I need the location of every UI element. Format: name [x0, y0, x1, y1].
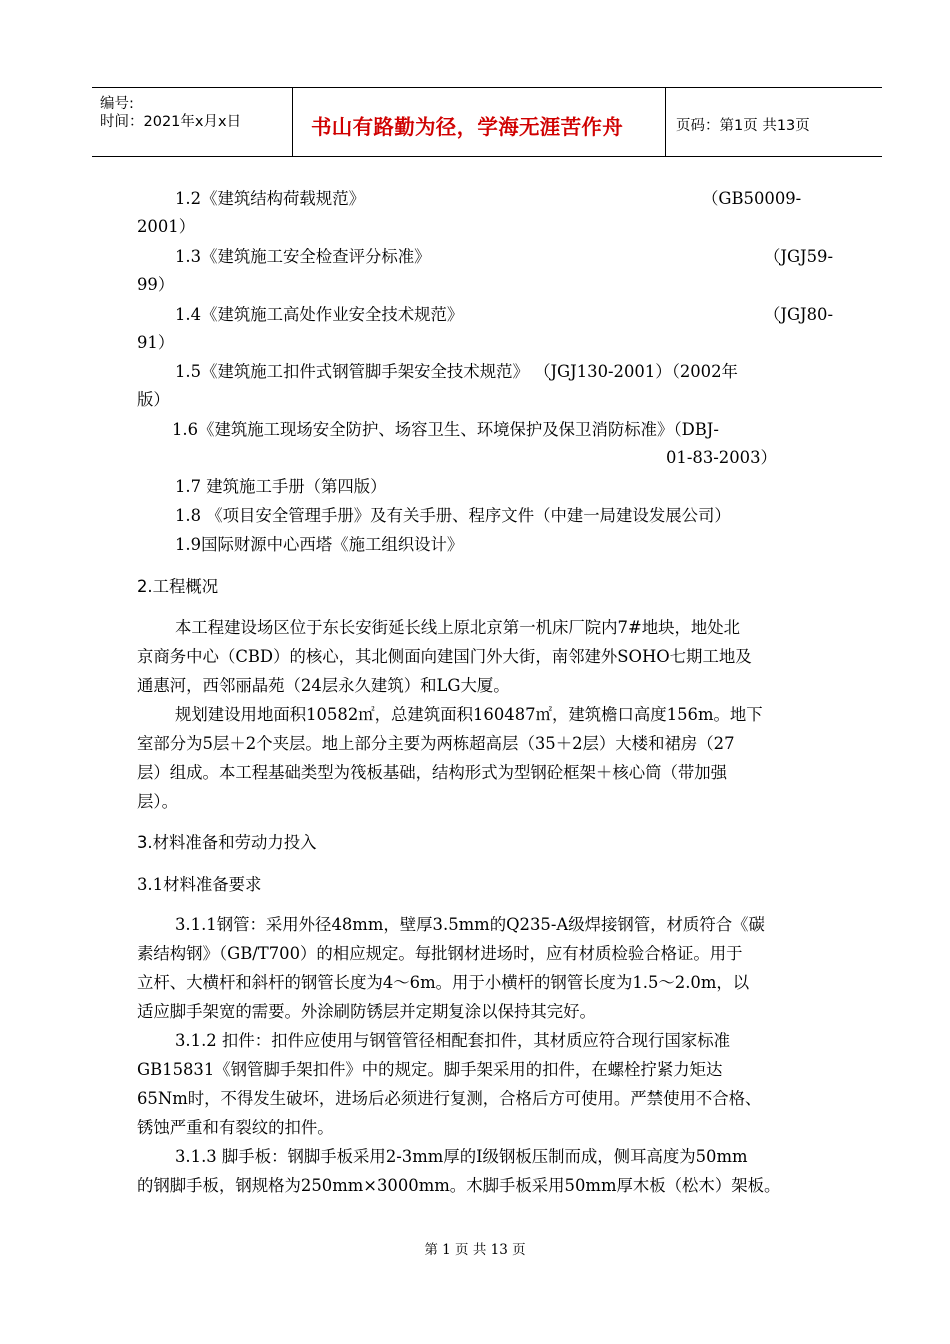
- ref-1-3-code-cont: 99）: [137, 275, 175, 294]
- section-2-heading: 2.工程概况: [137, 577, 219, 596]
- header-page-cell: [666, 88, 882, 156]
- s3-p1-line3: 立杆、大横杆和斜杆的钢管长度为4～6m。用于小横杆的钢管长度为1.5～2.0m，以: [137, 973, 750, 992]
- s3-p2-line2: GB15831《钢管脚手架扣件》中的规定。脚手架采用的扣件，在螺栓拧紧力矩达: [137, 1060, 723, 1079]
- s2-p2-line1: 规划建设用地面积10582㎡，总建筑面积160487㎡，建筑檐口高度156m。地下: [175, 705, 763, 724]
- header-meta-cell: [92, 88, 293, 156]
- ref-1-8: 1.8 《项目安全管理手册》及有关手册、程序文件（中建一局建设发展公司）: [175, 506, 731, 525]
- s3-p1-line1: 3.1.1钢管：采用外径48mm，壁厚3.5mm的Q235-A级焊接钢管，材质符合《碳: [175, 915, 765, 934]
- ref-1-5-cont: 版）: [137, 390, 170, 409]
- s3-p3-line1: 3.1.3 脚手板：钢脚手板采用2-3mm厚的Ⅰ级钢板压制而成，侧耳高度为50mm: [175, 1147, 748, 1166]
- ref-1-4-code: （JGJ80-: [764, 305, 834, 324]
- page-footer: 第 1 页 共 13 页: [424, 1242, 526, 1258]
- s3-p3-line2: 的钢脚手板，钢规格为250mm×3000mm。木脚手板采用50mm厚木板（松木）架板。: [137, 1176, 781, 1195]
- s2-p2-line3: 层）组成。本工程基础类型为筏板基础，结构形式为型钢砼框架＋核心筒（带加强: [137, 763, 728, 782]
- s3-p2-line4: 锈蚀严重和有裂纹的扣件。: [137, 1118, 334, 1137]
- ref-1-7: 1.7 建筑施工手册（第四版）: [175, 477, 387, 496]
- ref-1-2-title: 1.2《建筑结构荷载规范》: [175, 189, 365, 208]
- section-3-heading: 3.材料准备和劳动力投入: [137, 833, 317, 852]
- s2-p1-line3: 通惠河，西邻丽晶苑（24层永久建筑）和LG大厦。: [137, 676, 510, 695]
- s2-p1-line2: 京商务中心（CBD）的核心，其北侧面向建国门外大街，南邻建外SOHO七期工地及: [137, 647, 752, 666]
- s3-p2-line1: 3.1.2 扣件：扣件应使用与钢管管径相配套扣件，其材质应符合现行国家标准: [175, 1031, 731, 1050]
- page-info: 页码：第1页 共13页: [676, 118, 810, 134]
- ref-1-3-code: （JGJ59-: [764, 247, 834, 266]
- header-motto-cell: [293, 88, 666, 156]
- ref-1-4-title: 1.4《建筑施工高处作业安全技术规范》: [175, 305, 464, 324]
- ref-1-6-title: 1.6《建筑施工现场安全防护、场容卫生、环境保护及保卫消防标准》（DBJ-: [172, 420, 719, 439]
- section-3-1-heading: 3.1材料准备要求: [137, 875, 262, 894]
- ref-1-4-code-cont: 91）: [137, 333, 175, 352]
- s2-p2-line2: 室部分为5层＋2个夹层。地上部分主要为两栋超高层（35＋2层）大楼和裙房（27: [137, 734, 735, 753]
- number-label: 编号:: [100, 96, 134, 112]
- ref-1-3-title: 1.3《建筑施工安全检查评分标准》: [175, 247, 431, 266]
- ref-1-5-title: 1.5《建筑施工扣件式钢管脚手架安全技术规范》 （JGJ130-2001）（2002年: [175, 362, 738, 381]
- s3-p2-line3: 65Nm时，不得发生破坏，进场后必须进行复测，合格后方可使用。严禁使用不合格、: [137, 1089, 762, 1108]
- ref-1-9: 1.9国际财源中心西塔《施工组织设计》: [175, 535, 464, 554]
- ref-1-2-code-cont: 2001）: [137, 217, 196, 236]
- ref-1-6-cont: 01-83-2003）: [666, 448, 777, 467]
- s2-p2-line4: 层）。: [137, 792, 178, 811]
- motto-text: 书山有路勤为径，学海无涯苦作舟: [311, 115, 623, 139]
- s2-p1-line1: 本工程建设场区位于东长安街延长线上原北京第一机床厂院内7#地块，地处北: [175, 618, 741, 637]
- page-header: [92, 87, 882, 157]
- s3-p1-line2: 素结构钢》（GB/T700）的相应规定。每批钢材进场时，应有材质检验合格证。用于: [137, 944, 743, 963]
- s3-p1-line4: 适应脚手架宽的需要。外涂刷防锈层并定期复涂以保持其完好。: [137, 1002, 596, 1021]
- time-label: 时间：2021年x月x日: [100, 114, 242, 130]
- ref-1-2-code: （GB50009-: [702, 189, 802, 208]
